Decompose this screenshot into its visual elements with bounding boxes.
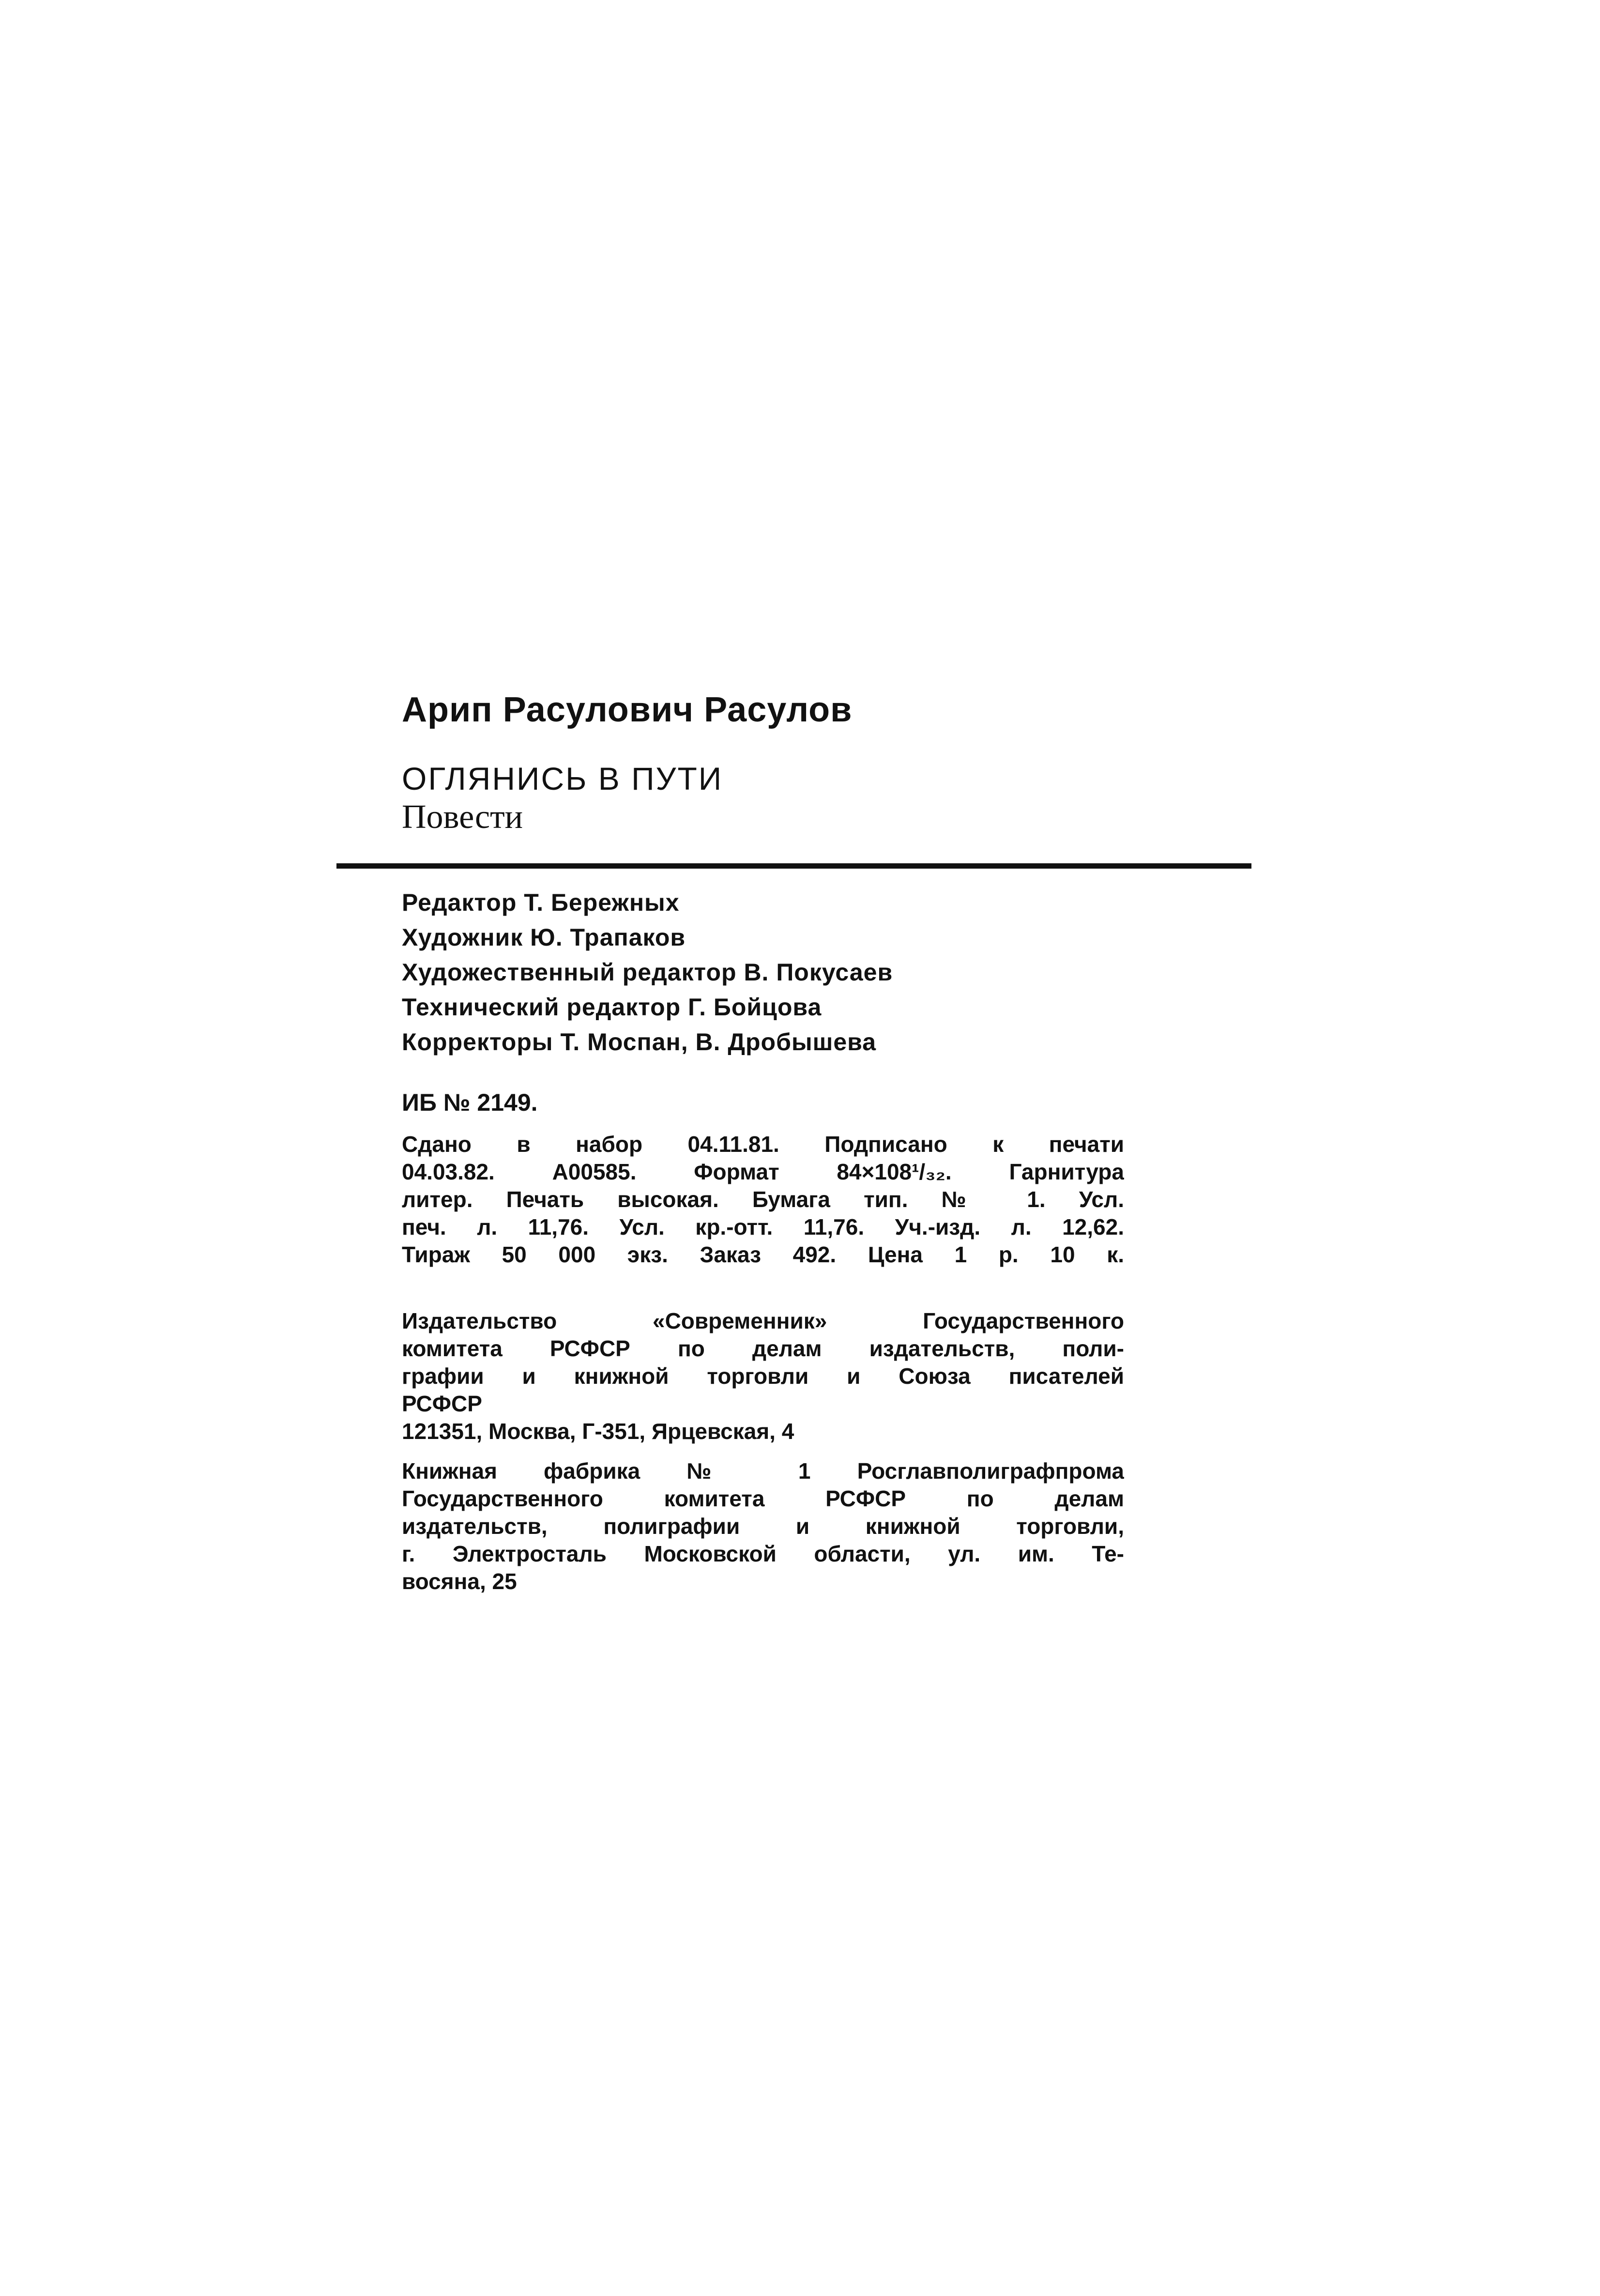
print-data-block: [402, 1131, 1124, 1269]
printer-line: Государственного комитета РСФСР по делам: [402, 1486, 1124, 1511]
ib-number: ИБ № 2149.: [402, 1089, 538, 1116]
print-data-line: 04.03.82. А00585. Формат 84×108¹/₃₂. Гарнитура: [402, 1159, 1124, 1184]
credits-list: [402, 885, 893, 1059]
publisher-line: Издательство «Современник» Государственного: [402, 1308, 1124, 1333]
printer-line: издательств, полиграфии и книжной торговли,: [402, 1514, 1124, 1539]
author-name: Арип Расулович Расулов: [402, 690, 853, 729]
credit-art-editor: Художественный редактор В. Покусаев: [402, 959, 893, 986]
book-title: ОГЛЯНИСЬ В ПУТИ: [402, 761, 723, 796]
publisher-line: комитета РСФСР по делам издательств, поли-: [402, 1336, 1124, 1361]
publisher-line: графии и книжной торговли и Союза писателей: [402, 1363, 1124, 1389]
printer-line: восяна, 25: [402, 1569, 517, 1594]
horizontal-rule: [336, 863, 1251, 869]
print-data-line: печ. л. 11,76. Усл. кр.-отт. 11,76. Уч.-изд. л. 12,62.: [402, 1214, 1124, 1240]
publisher-block: [402, 1307, 1124, 1445]
credit-artist: Художник Ю. Трапаков: [402, 924, 686, 951]
print-data-line: литер. Печать высокая. Бумага тип. № 1. Усл.: [402, 1187, 1124, 1212]
credit-editor: Редактор Т. Бережных: [402, 889, 680, 916]
publisher-address: 121351, Москва, Г-351, Ярцевская, 4: [402, 1419, 794, 1444]
publisher-line: РСФСР: [402, 1391, 482, 1416]
credit-proofreaders: Корректоры Т. Моспан, В. Дробышева: [402, 1028, 877, 1056]
print-data-line: Тираж 50 000 экз. Заказ 492. Цена 1 р. 10 к.: [402, 1242, 1124, 1267]
credit-technical-editor: Технический редактор Г. Бойцова: [402, 994, 822, 1021]
printer-line: Книжная фабрика № 1 Росглавполиграфпрома: [402, 1458, 1124, 1484]
print-data-line: Сдано в набор 04.11.81. Подписано к печати: [402, 1132, 1124, 1157]
printer-line: г. Электросталь Московской области, ул. им. Те-: [402, 1541, 1124, 1566]
book-genre: Повести: [402, 798, 523, 836]
printer-block: [402, 1457, 1124, 1595]
